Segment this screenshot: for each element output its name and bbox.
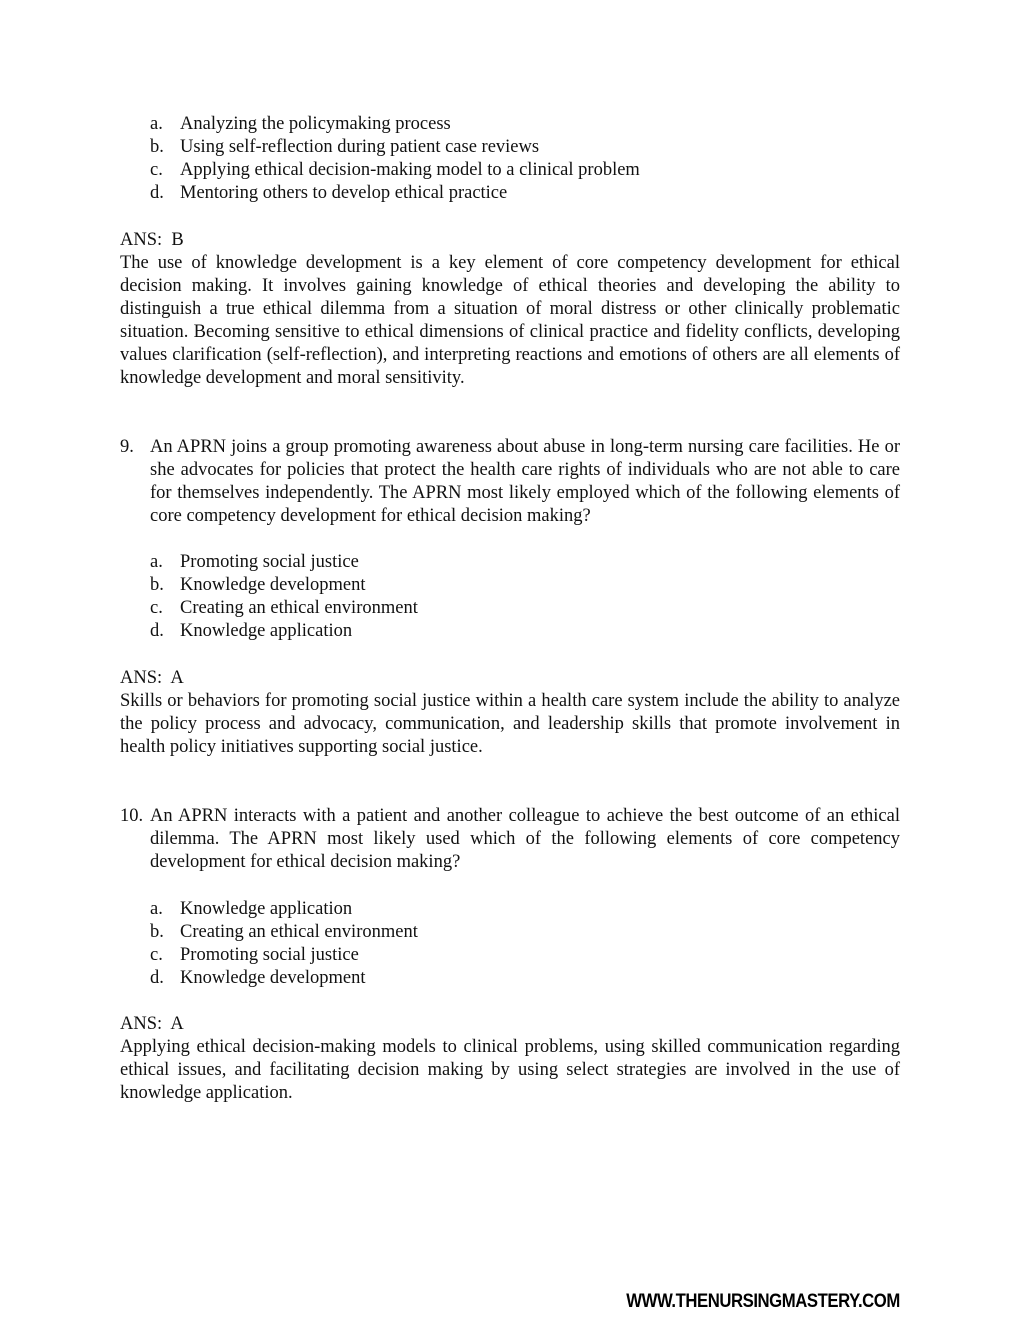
option-c	[120, 159, 900, 182]
option-d	[120, 182, 900, 205]
option-text: Mentoring others to develop ethical practice	[180, 183, 508, 203]
option-letter: d.	[150, 968, 164, 988]
answer-label: ANS: B	[120, 230, 184, 250]
option-c	[120, 944, 900, 967]
question-stem	[120, 805, 900, 874]
option-text: Knowledge development	[180, 575, 366, 595]
answer-rationale: The use of knowledge development is a key element of core competency development for ethical decision making. It involves gaining knowledge of ethical theories and developing the ability to distinguish a true ethical dilemma from a situation of moral distress or other clinically problematic situation. Becoming sensitive to ethical dimensions of clinical practice and fidelity conflicts, developing values clarification (self-reflection), and interpreting reactions and emotions of others are all elements of knowledge development and moral sensitivity.	[120, 253, 900, 388]
question-10-options	[120, 898, 900, 990]
option-text: Promoting social justice	[180, 945, 359, 965]
option-b	[120, 921, 900, 944]
footer-website: WWW.THENURSINGMASTERY.COM	[626, 1291, 900, 1312]
option-text: Knowledge application	[180, 899, 353, 919]
option-letter: c.	[150, 160, 163, 180]
option-text: Creating an ethical environment	[180, 598, 418, 618]
option-letter: c.	[150, 945, 163, 965]
option-text: Knowledge development	[180, 968, 366, 988]
option-a	[120, 898, 900, 921]
option-text: Using self-reflection during patient case reviews	[180, 137, 540, 157]
answer-rationale: Applying ethical decision-making models to clinical problems, using skilled communication regarding ethical issues, and facilitating decision making by using select strategies are involved in the use of knowledge application.	[120, 1037, 900, 1103]
option-d	[120, 620, 900, 643]
option-c	[120, 597, 900, 620]
option-letter: b.	[150, 137, 164, 157]
option-a	[120, 551, 900, 574]
option-text: Promoting social justice	[180, 552, 359, 572]
question-9	[120, 436, 900, 528]
option-letter: a.	[150, 899, 163, 919]
option-letter: a.	[150, 114, 163, 134]
option-b	[120, 136, 900, 159]
question-text: An APRN joins a group promoting awareness about abuse in long-term nursing care facilities. He or she advocates for policies that protect the health care rights of individuals who are not able to care for themselves independently. The APRN most likely employed which of the following elements of core competency development for ethical decision making?	[150, 437, 900, 526]
question-8-continued	[120, 113, 900, 205]
answer-options	[120, 551, 900, 643]
question-10	[120, 805, 900, 874]
answer-label: ANS: A	[120, 1014, 184, 1034]
answer-options	[120, 898, 900, 990]
option-b	[120, 574, 900, 597]
option-letter: a.	[150, 552, 163, 572]
option-text: Applying ethical decision-making model to a clinical problem	[180, 160, 640, 180]
answer-block-10	[120, 1013, 900, 1105]
option-d	[120, 967, 900, 990]
option-letter: d.	[150, 183, 164, 203]
answer-options	[120, 113, 900, 205]
option-a	[120, 113, 900, 136]
option-text: Analyzing the policymaking process	[180, 114, 451, 134]
answer-rationale: Skills or behaviors for promoting social justice within a health care system include the ability to analyze the policy process and advocacy, communication, and leadership skills that promote involvement in health policy initiatives supporting social justice.	[120, 691, 900, 757]
option-letter: b.	[150, 922, 164, 942]
option-text: Knowledge application	[180, 621, 353, 641]
question-number: 10.	[120, 806, 144, 826]
question-number: 9.	[120, 437, 134, 457]
answer-block-9	[120, 667, 900, 759]
question-stem	[120, 436, 900, 528]
answer-block-8	[120, 229, 900, 390]
option-letter: b.	[150, 575, 164, 595]
answer-label: ANS: A	[120, 668, 184, 688]
option-letter: c.	[150, 598, 163, 618]
option-letter: d.	[150, 621, 164, 641]
option-text: Creating an ethical environment	[180, 922, 418, 942]
question-text: An APRN interacts with a patient and another colleague to achieve the best outcome of an ethical dilemma. The APRN most likely used which of the following elements of core competency development for ethical decision making?	[150, 806, 900, 872]
question-9-options	[120, 551, 900, 643]
